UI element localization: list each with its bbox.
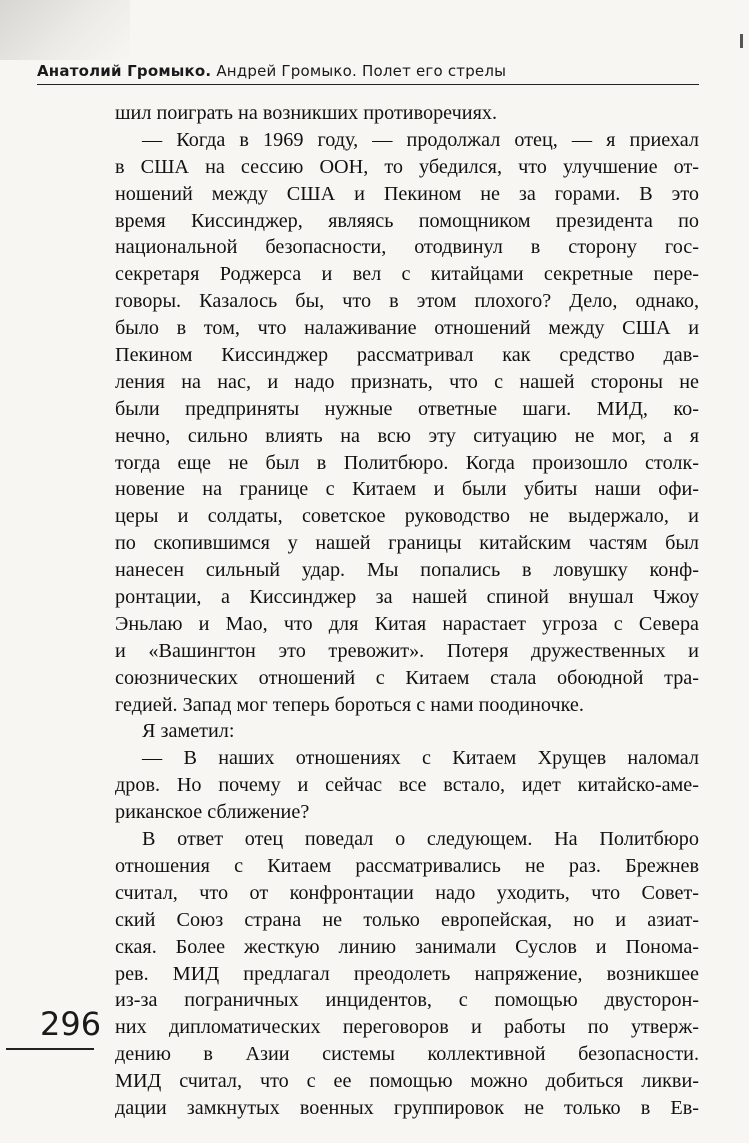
text-line: дению в Азии системы коллективной безопасности. — [115, 1043, 699, 1066]
text-line: и «Вашингтон это тревожит». Потеря дружественных и — [115, 639, 699, 662]
text-line: риканское сближение? — [115, 801, 310, 824]
running-header — [37, 62, 699, 80]
text-line: было в том, что налаживание отношений между США и — [115, 317, 699, 340]
text-line: по скопившимся у нашей границы китайским частям был — [115, 532, 699, 555]
text-line: Эньлаю и Мао, что для Китая нарастает угроза с Севера — [115, 612, 699, 635]
text-line: дации замкнутых военных группировок не только в Ев- — [115, 1096, 699, 1119]
text-line: нанесен сильный удар. Мы попались в ловушку конф- — [115, 559, 699, 582]
text-line: — Когда в 1969 году, — продолжал отец, — я приехал — [142, 128, 699, 151]
text-line: время Киссинджер, являясь помощником президента по — [115, 209, 699, 232]
page-number: 296 — [40, 1005, 102, 1043]
text-line: из-за пограничных инцидентов, с помощью двусторон- — [115, 989, 699, 1012]
text-line: В ответ отец поведал о следующем. На Политбюро — [142, 828, 699, 851]
text-line: МИД считал, что с ее помощью можно добиться ликви- — [115, 1070, 699, 1093]
text-line: ношений между США и Пекином не за горами. В это — [115, 182, 699, 205]
text-line: рев. МИД предлагал преодолеть напряжение, возникшее — [115, 962, 699, 985]
text-line: дров. Но почему и сейчас все встало, идет китайско-аме- — [115, 774, 699, 797]
page-number-underline — [6, 1048, 94, 1050]
header-title: Андрей Громыко. Полет его стрелы — [216, 62, 507, 80]
scan-edge-mark — [740, 34, 743, 48]
text-line: шил поиграть на возникших противоречиях. — [115, 102, 498, 124]
text-line: были предприняты нужные ответные шаги. МИД, ко- — [115, 397, 699, 420]
text-line: тогда еще не был в Политбюро. Когда произошло столк- — [115, 451, 699, 474]
header-author: Анатолий Громыко. — [37, 62, 212, 80]
text-line: в США на сессию ООН, то убедился, что улучшение от- — [115, 155, 699, 178]
text-line: нечно, сильно влиять на всю эту ситуацию не мог, а я — [115, 424, 699, 447]
header-divider — [37, 84, 699, 85]
text-line: — В наших отношениях с Китаем Хрущев наломал — [142, 747, 699, 770]
text-line: ская. Более жесткую линию занимали Суслов и Понома- — [115, 935, 699, 958]
text-line: отношения с Китаем рассматривались не раз. Брежнев — [115, 854, 699, 877]
text-line: национальной безопасности, отодвинул в сторону гос- — [115, 236, 699, 259]
text-line: церы и солдаты, советское руководство не выдержало, и — [115, 505, 699, 528]
page-body-text — [115, 100, 699, 1122]
text-line: считал, что от конфронтации надо уходить, что Совет- — [115, 881, 699, 904]
text-line: Я заметил: — [142, 720, 235, 743]
scan-corner-shading — [0, 0, 130, 60]
text-line: ления на нас, и надо признать, что с нашей стороны не — [115, 370, 699, 393]
text-line: говоры. Казалось бы, что в этом плохого? Дело, однако, — [115, 290, 699, 313]
text-line: новение на границе с Китаем и были убиты наши офи- — [115, 478, 699, 501]
text-line: ронтации, а Киссинджер за нашей спиной внушал Чжоу — [115, 586, 699, 609]
text-line: ский Союз страна не только европейская, но и азиат- — [115, 908, 699, 931]
text-line: Пекином Киссинджер рассматривал как средство дав- — [115, 344, 699, 367]
text-line: секретаря Роджерса и вел с китайцами секретные пере- — [115, 263, 699, 286]
text-line: гедией. Запад мог теперь бороться с нами поодиночке. — [115, 693, 584, 716]
text-line: них дипломатических переговоров и работы по утверж- — [115, 1016, 699, 1039]
text-line: союзнических отношений с Китаем стала обоюдной тра- — [115, 666, 699, 689]
